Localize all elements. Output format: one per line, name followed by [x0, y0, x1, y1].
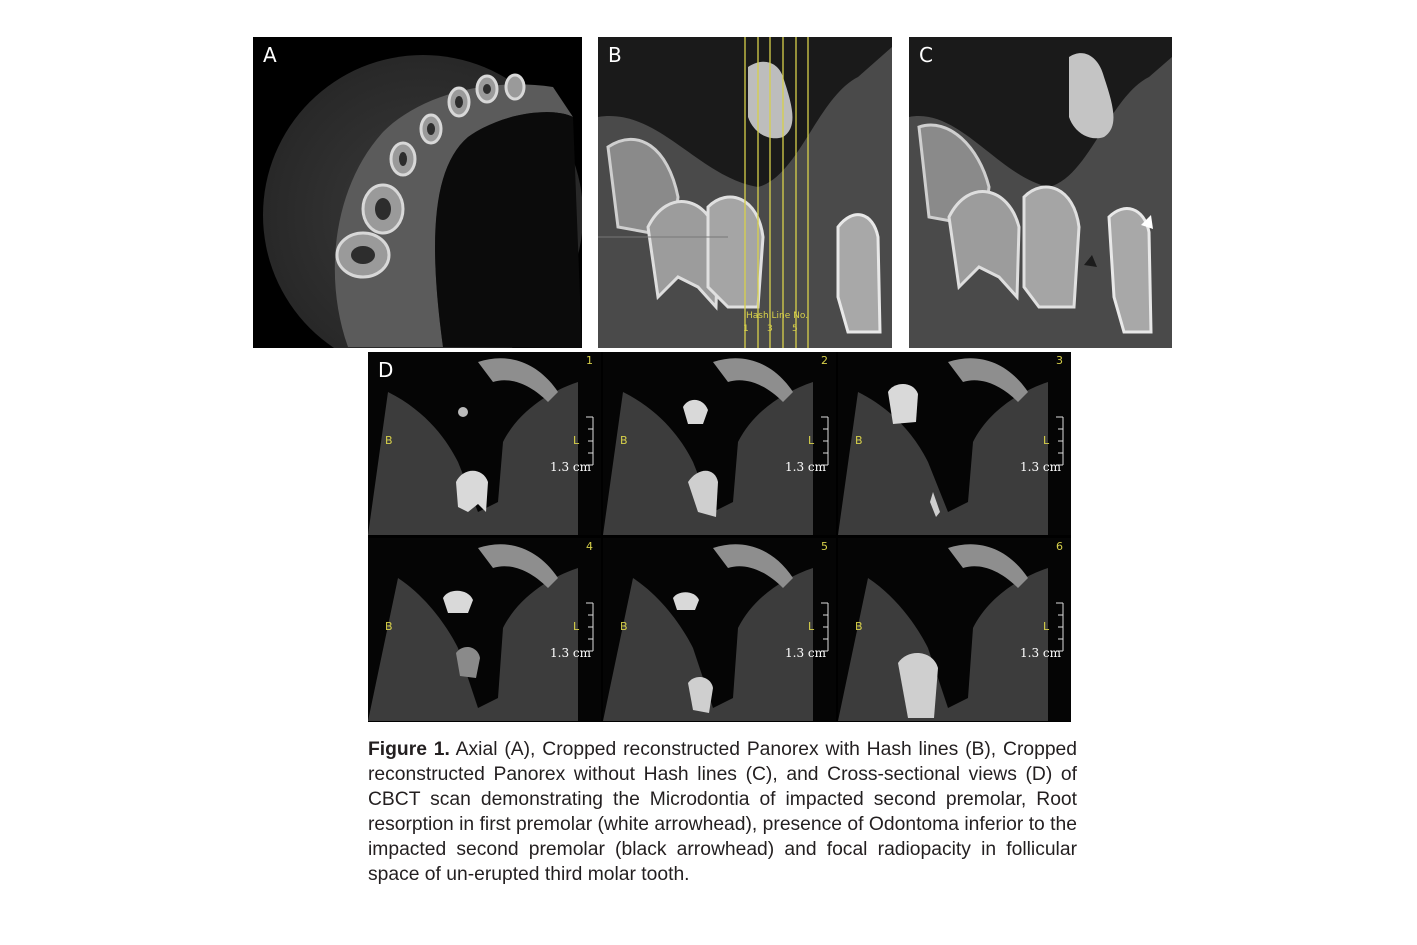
panel-b-panorex-hash-lines [598, 37, 892, 348]
buccal-label: B [385, 620, 393, 633]
axial-scan-image [253, 37, 582, 348]
cross-section-image [838, 538, 1071, 721]
hash-line-number: 1 [743, 324, 749, 334]
scale-label: 1.3 cm [1020, 646, 1061, 660]
cross-section-image [368, 352, 601, 535]
buccal-label: B [620, 620, 628, 633]
scale-label: 1.3 cm [785, 646, 826, 660]
lingual-label: L [1043, 620, 1050, 633]
cross-section-cell-3 [838, 352, 1071, 535]
hash-line-number: 5 [792, 324, 798, 334]
panel-c-panorex-no-hash [909, 37, 1172, 348]
panel-d-label: D [378, 358, 394, 382]
cross-section-number: 1 [586, 354, 593, 367]
figure-caption [368, 737, 1077, 887]
caption-text: Axial (A), Cropped reconstructed Panorex with Hash lines (B), Cropped reconstructed Panorex without Hash lines (C), and Cross-sectional views (D) of CBCT scan demonstrating the Microdontia of impacted second premolar, Root resorption in first premolar (white arrowhead), presence of Odontoma inferior to the impacted second premolar (black arrowhead) and focal radiopacity in follicular space of un-erupted third molar tooth. [368, 739, 1077, 885]
cross-section-number: 3 [1056, 354, 1063, 367]
scale-label: 1.3 cm [1020, 460, 1061, 474]
panorex-scan-image [909, 37, 1172, 348]
panel-a-axial-view [253, 37, 582, 348]
cross-section-cell-1 [368, 352, 601, 535]
cross-section-cell-5 [603, 538, 836, 721]
lingual-label: L [808, 434, 815, 447]
hash-line-number: 3 [767, 324, 773, 334]
cross-section-number: 2 [821, 354, 828, 367]
buccal-label: B [855, 620, 863, 633]
panorex-hash-scan-image [598, 37, 892, 348]
lingual-label: L [573, 620, 580, 633]
cross-section-image [603, 352, 836, 535]
buccal-label: B [620, 434, 628, 447]
cross-section-cell-2 [603, 352, 836, 535]
lingual-label: L [573, 434, 580, 447]
buccal-label: B [385, 434, 393, 447]
panel-d-cross-sections [368, 352, 1071, 722]
cross-section-number: 5 [821, 540, 828, 553]
cross-section-image [368, 538, 601, 721]
cross-section-image [603, 538, 836, 721]
cross-section-image [838, 352, 1071, 535]
hash-line-caption: Hash Line No. [746, 311, 809, 321]
cross-section-number: 6 [1056, 540, 1063, 553]
lingual-label: L [1043, 434, 1050, 447]
cross-section-cell-6 [838, 538, 1071, 721]
scale-label: 1.3 cm [550, 460, 591, 474]
scale-label: 1.3 cm [785, 460, 826, 474]
panel-c-label: C [919, 43, 933, 67]
cross-section-number: 4 [586, 540, 593, 553]
panel-b-label: B [608, 43, 622, 67]
figure-label: Figure 1. [368, 739, 450, 760]
lingual-label: L [808, 620, 815, 633]
scale-label: 1.3 cm [550, 646, 591, 660]
buccal-label: B [855, 434, 863, 447]
panel-a-label: A [263, 43, 277, 67]
cross-section-cell-4 [368, 538, 601, 721]
